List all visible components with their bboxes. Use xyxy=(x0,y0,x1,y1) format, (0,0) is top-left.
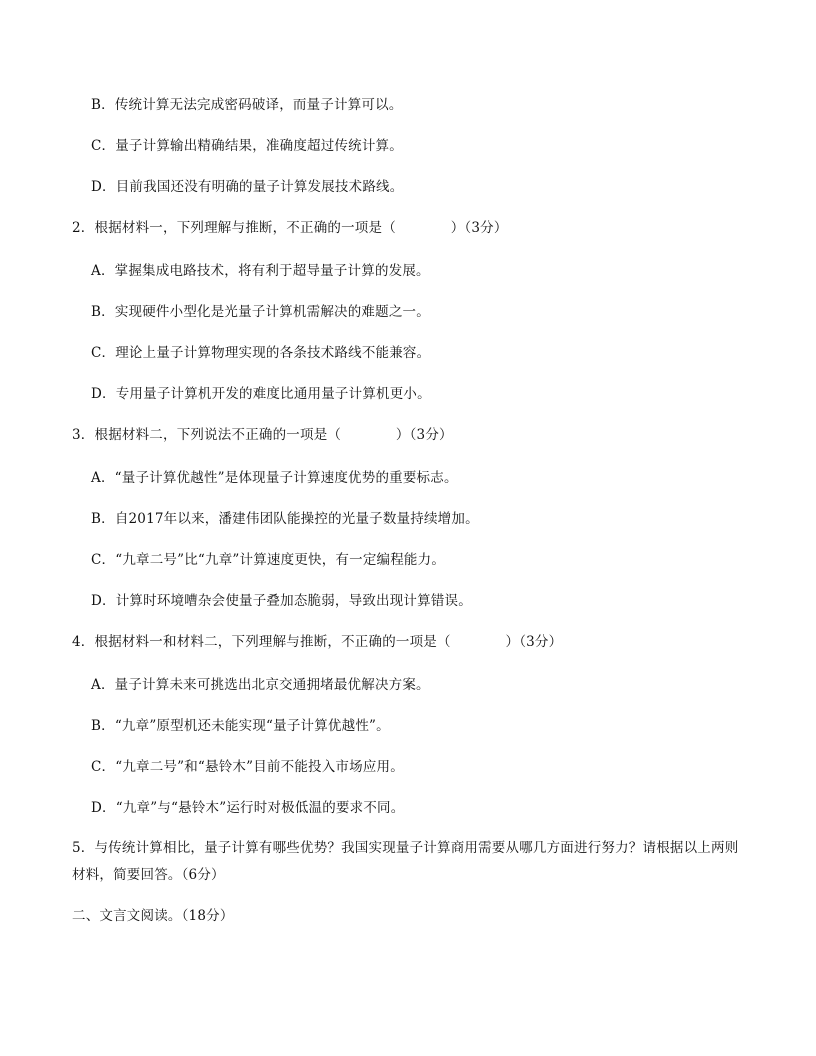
question-4: 4．根据材料一和材料二，下列理解与推断，不正确的一项是（ ）（3分） xyxy=(72,634,563,650)
q3-option-b: B．自2017年以来，潘建伟团队能操控的光量子数量持续增加。 xyxy=(91,511,479,527)
q2-option-d: D．专用量子计算机开发的难度比通用量子计算机更小。 xyxy=(91,386,431,402)
question-3: 3．根据材料二，下列说法不正确的一项是（ ）（3分） xyxy=(72,427,453,443)
q4-option-b: B．“九章”原型机还未能实现“量子计算优越性”。 xyxy=(91,718,390,734)
q2-option-c: C．理论上量子计算物理实现的各条技术路线不能兼容。 xyxy=(91,345,431,361)
q4-option-a: A．量子计算未来可挑选出北京交通拥堵最优解决方案。 xyxy=(91,677,430,693)
q1-option-c: C．量子计算输出精确结果，准确度超过传统计算。 xyxy=(91,138,403,154)
q4-option-c: C．“九章二号”和“悬铃木”目前不能投入市场应用。 xyxy=(91,759,404,775)
q2-option-b: B．实现硬件小型化是光量子计算机需解决的难题之一。 xyxy=(91,304,430,320)
question-5: 5．与传统计算相比，量子计算有哪些优势？我国实现量子计算商用需要从哪几方面进行努力？请根据以上两则材料，简要回答。（6分） xyxy=(72,840,739,883)
question-2: 2．根据材料一，下列理解与推断，不正确的一项是（ ）（3分） xyxy=(72,220,508,236)
q4-option-d: D．“九章”与“悬铃木”运行时对极低温的要求不同。 xyxy=(91,800,405,816)
q2-option-a: A．掌握集成电路技术，将有利于超导量子计算的发展。 xyxy=(91,263,430,279)
q3-option-a: A．“量子计算优越性”是体现量子计算速度优势的重要标志。 xyxy=(91,470,458,486)
q1-option-d: D．目前我国还没有明确的量子计算发展技术路线。 xyxy=(91,179,404,195)
q3-option-d: D．计算时环境嘈杂会使量子叠加态脆弱，导致出现计算错误。 xyxy=(91,593,472,609)
q3-option-c: C．“九章二号”比“九章”计算速度更快，有一定编程能力。 xyxy=(91,552,446,568)
section-2-heading: 二、文言文阅读。（18分） xyxy=(72,908,234,924)
q1-option-b: B．传统计算无法完成密码破译，而量子计算可以。 xyxy=(91,97,403,113)
